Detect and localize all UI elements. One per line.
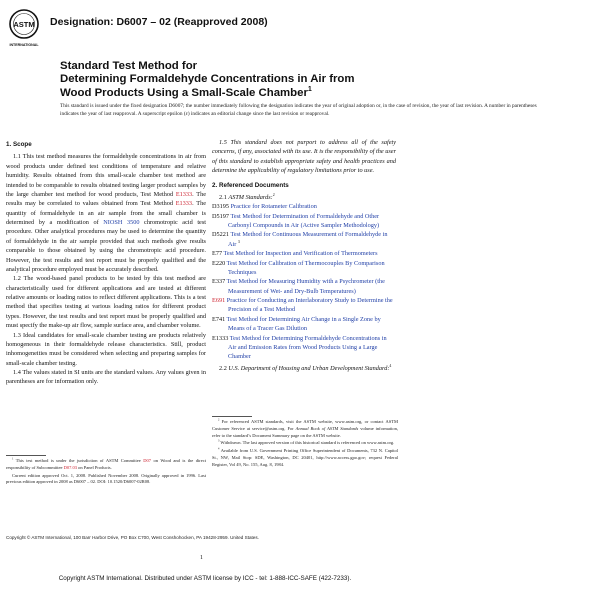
reference-link[interactable]: Test Method for Determining Air Change in a Single Zone by Means of a Tracer Gas Dilution [226,315,381,333]
reference-link[interactable]: Practice for Conducting an Interlaboratory Study to Determine the Precision of a Test Method [226,297,393,314]
title-line-1: Standard Test Method for [60,60,198,72]
link-d07[interactable]: D07 [143,458,151,463]
reference-item [212,296,396,315]
scope-heading: 1. Scope [6,141,32,148]
reference-link[interactable]: Test Method for Determination of Formaldehyde and Other Carbonyl Compounds in Air (Active Sampler Methodology) [228,212,380,229]
scope-paragraph-1-1 [6,152,206,274]
footnote-2-text-a: For referenced ASTM standards, visit the ASTM website, www.astm.org, or contact ASTM Customer Service at service@astm.org. For [212,419,398,431]
footnote-2 [212,419,398,439]
title-line-3-text: Wood Products Using a Small-Scale Chamber [60,86,308,99]
reference-link[interactable]: Test Method for Measuring Humidity with a Psychrometer (the Measurement of Wet- and Dry-Bulb Temperatures) [226,278,385,295]
footnote-1-text-b: on Wood and is the direct responsibility of Subcommittee [6,458,206,470]
referenced-documents-heading: 2. Referenced Documents [212,181,289,189]
footnote-3-mark: 3 [218,439,220,443]
reference-code: E1333 [212,334,229,342]
footnote-1-edition: Current edition approved Oct. 1, 2008. Published November 2008. Originally approved in 1996. Last previous edition approved in 2008 as D6007 – 02. DOI: 10.1520/D6007-02R08. [6,472,206,485]
copyright-line: Copyright © ASTM International, 100 Barr Harbor Drive, PO Box C700, West Conshohocken, PA 19428-2959. United States. [6,535,259,540]
right-column [212,138,396,373]
license-line: Copyright ASTM International. Distributed under ASTM license by ICC - tel: 1-888-ICC-SAFE (422-7233). [58,575,352,582]
reference-list [212,202,396,361]
logo-subtext: INTERNATIONAL [9,43,39,47]
title-line-3 [60,87,480,100]
reference-code: D5197 [212,212,230,220]
reference-item [212,334,396,362]
reference-item [212,212,396,231]
link-d07-03[interactable]: D07.03 [63,464,77,470]
footnote-3 [212,440,398,447]
reference-code: E220 [212,259,226,267]
reference-code: E337 [212,278,226,286]
astm-standards-subheading [212,193,396,202]
footnote-1-text-c: on Panel Products. [77,464,112,470]
footnote-mark-4: 4 [389,363,392,368]
sub-2-2-label: 2.2 [219,364,229,372]
reference-code: E77 [212,250,223,258]
footnote-4-text: Available from U.S. Government Printing Office Superintendent of Documents, 732 N. Capitol St., NW, Mail Stop: SDE, Washington, DC 20401, http://www.access.gpo.gov; request Federal Register, Vol 49, No. 155, Aug. 8, 1984. [212,448,398,467]
astm-logo [6,8,42,48]
reference-item [212,259,396,278]
reference-item [212,315,396,334]
reference-item [212,249,396,258]
footnotes-right [212,419,398,469]
footnote-3-text: Withdrawn. The last approved version of this historical standard is referenced on www.astm.org. [219,440,395,446]
scope-1-1-text-a: 1.1 This test method measures the formaldehyde concentrations in air from wood products under defined test conditions of temperature and relative humidity. Results obtained from this small-scale chamber test method are intended to be comparable to results obtained testing larger product samples by the large chamber test method for wood products, Test Method [6,153,206,198]
scope-paragraph-1-4: 1.4 The values stated in SI units are the standard values. Any values given in parentheses are for information only. [6,369,206,386]
reference-code: E741 [212,315,226,323]
scope-1-1-text-b: . The results may be correlated to values obtained from Test Method [6,190,207,208]
footnote-mark-2: 2 [272,192,275,197]
title-line-2: Determining Formaldehyde Concentrations in Air from [60,73,355,86]
title-footnote-mark: 1 [307,85,312,93]
link-niosh-3500[interactable]: NIOSH 3500 [103,219,140,226]
footnote-2-text-b: volume information, refer to the standard’s Document Summary page on the ASTM website. [212,425,398,438]
link-e1333[interactable]: E1333 [175,190,193,198]
issuance-note: This standard is issued under the fixed designation D6007; the number immediately following the designation indicates the year of original adoption or, in the case of revision, the year of last revision. A number in parentheses indicates the year of last reapproval. A superscript epsilon (ε) indicates an editorial change since the last revision or reapproval. [60,103,537,117]
reference-code: E691 [212,297,226,304]
scope-paragraph-1-3: 1.3 Ideal candidates for small-scale chamber testing are products relatively homogeneous in their formaldehyde release characteristics. Still, product inhomogeneities must be considered when selecting and preparing samples for small-scale chamber testing. [6,331,206,367]
footnotes-left [6,458,206,487]
reference-link[interactable]: Test Method for Inspection and Verification of Thermometers [223,250,378,258]
page-number: 1 [200,555,203,561]
hud-standard-subheading [212,364,396,373]
logo-text: ASTM [13,20,35,29]
reference-code: D3195 [212,203,230,211]
footnote-1-text-a: This test method is under the jurisdiction of ASTM Committee [13,458,144,463]
scope-paragraph-1-5: 1.5 This standard does not purport to address all of the safety concerns, if any, associated with its use. It is the responsibility of the user of this standard to establish appropriate safety and health practices and determine the applicability of regulatory limitations prior to use. [212,139,396,175]
reference-item [212,202,396,211]
reference-code: D5221 [212,231,230,239]
sub-2-1-label: 2.1 [219,193,229,201]
document-title [60,60,480,100]
footnote-1-mark: 1 [12,457,14,461]
left-column [6,138,206,387]
footnote-1 [6,458,206,472]
designation: Designation: D6007 – 02 (Reapproved 2008) [50,16,268,28]
link-e1333-2[interactable]: E1333 [175,200,193,208]
sub-2-2-text: U.S. Department of Housing and Urban Development Standard: [228,364,390,372]
reference-link[interactable]: Practice for Rotameter Calibration [230,203,317,211]
footnote-divider-left [6,455,46,456]
reference-link[interactable]: Test Method for Continuous Measurement of Formaldehyde in Air [228,231,388,248]
sub-2-1-text: ASTM Standards: [228,193,273,201]
reference-link[interactable]: Test Method for Calibration of Thermocouples By Comparison Techniques [226,259,385,276]
reference-footnote-mark: 3 [237,239,240,244]
footnote-4 [212,448,398,468]
scope-1-1-text-d: chromotropic acid test procedure. Other analytical procedures may be used to determine the quantity of formaldehyde in the air sample provided that such methods give results comparable to those obtained by using the chromotropic acid procedure. However, the test results and test report must be properly qualified and the analytical procedure employed must be accurately described. [6,219,206,273]
reference-link[interactable]: Test Method for Determining Formaldehyde Concentrations in Air and Emission Rates from Wood Products Using a Large Chamber [228,334,387,361]
footnote-2-italic: Annual Book of ASTM Standards [295,425,359,431]
reference-item [212,277,396,296]
reference-item [212,230,396,249]
scope-1-1-text-c: . The quantity of formaldehyde in an air sample from the small chamber is determined by a modification of [6,200,206,226]
footnote-4-mark: 4 [218,447,220,451]
footnote-2-mark: 2 [218,418,220,422]
scope-paragraph-1-2: 1.2 The wood-based panel products to be tested by this test method are characteristically used for different applications and are tested at different relative amounts or loading ratios to reflect different applications. This is a test method that specifies testing at various loading ratios for different product types. However, the test results and test report must be properly qualified and must specify the make-up air flow, sample surface area, and chamber volume. [6,275,206,330]
footnote-divider-right [212,416,252,417]
